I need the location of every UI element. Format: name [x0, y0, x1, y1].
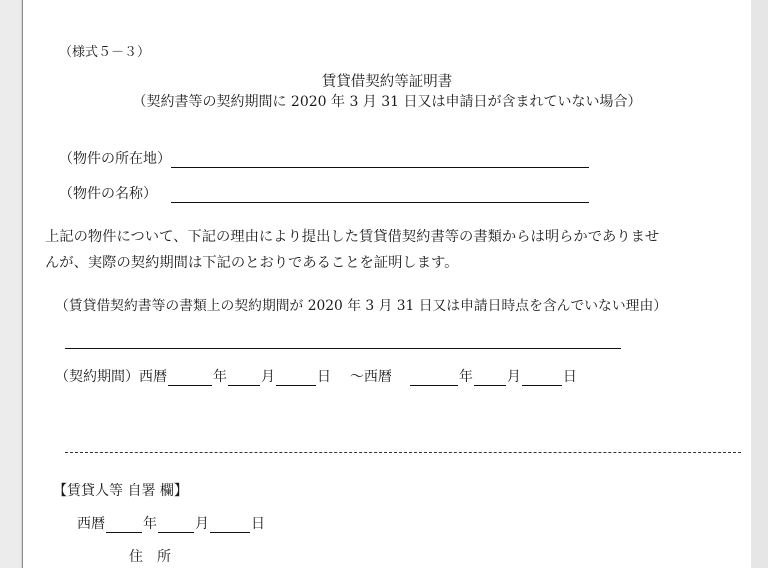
- period-month-unit: 月: [261, 369, 275, 385]
- sign-date-year-unit: 年: [143, 516, 157, 532]
- period-end-era: 西暦: [363, 369, 392, 385]
- sign-date-day-unit: 日: [251, 516, 265, 532]
- period-end-year-unit: 年: [458, 369, 473, 385]
- body-text-line-2: んが、実際の契約期間は下記のとおりであることを証明します。: [45, 255, 459, 271]
- period-start-era: 西暦: [139, 369, 167, 385]
- reason-field[interactable]: [65, 348, 621, 349]
- address-label: 住 所: [129, 549, 171, 565]
- period-start-month-field[interactable]: [228, 371, 260, 386]
- period-year-unit: 年: [213, 369, 227, 385]
- period-end-month-field[interactable]: [474, 371, 506, 386]
- contract-period-label: （契約期間）: [55, 369, 139, 385]
- cut-line-divider: [65, 452, 741, 453]
- property-name-field[interactable]: [171, 202, 589, 203]
- property-location-label: （物件の所在地）: [59, 151, 171, 167]
- period-end-day-unit: 日: [562, 369, 577, 385]
- form-number: （様式５－３）: [59, 45, 151, 60]
- period-start-day-field[interactable]: [276, 371, 316, 386]
- property-location-field[interactable]: [171, 167, 589, 168]
- period-end-year-field[interactable]: [410, 371, 458, 386]
- body-text-line-1: 上記の物件について、下記の理由により提出した賃貸借契約書等の書類からは明らかでありませ: [45, 229, 660, 245]
- lessor-signature-heading: 【賃貸人等 自署 欄】: [53, 483, 188, 499]
- period-end-day-field[interactable]: [522, 371, 562, 386]
- document-subtitle: （契約書等の契約期間に 2020 年 3 月 31 日又は申請日が含まれていない場合）: [132, 94, 642, 110]
- viewer-margin-right: [751, 0, 768, 568]
- period-end-month-unit: 月: [506, 369, 521, 385]
- sign-date-day-field[interactable]: [210, 518, 250, 533]
- sign-date-era: 西暦: [77, 516, 105, 532]
- contract-period-row: [55, 368, 577, 386]
- sign-date-year-field[interactable]: [106, 518, 142, 533]
- period-tilde: ～: [349, 369, 364, 385]
- reason-label: （賃貸借契約書等の書類上の契約期間が 2020 年 3 月 31 日又は申請日時点を含んでいない理由）: [55, 298, 668, 314]
- document-title: 賃貸借契約等証明書: [321, 74, 453, 90]
- signature-date-row: [77, 515, 265, 533]
- document-page: [22, 0, 752, 568]
- period-day-unit: 日: [317, 369, 331, 385]
- sign-date-month-unit: 月: [195, 516, 209, 532]
- sign-date-month-field[interactable]: [158, 518, 194, 533]
- property-name-label: （物件の名称）: [59, 186, 157, 202]
- period-start-year-field[interactable]: [168, 371, 212, 386]
